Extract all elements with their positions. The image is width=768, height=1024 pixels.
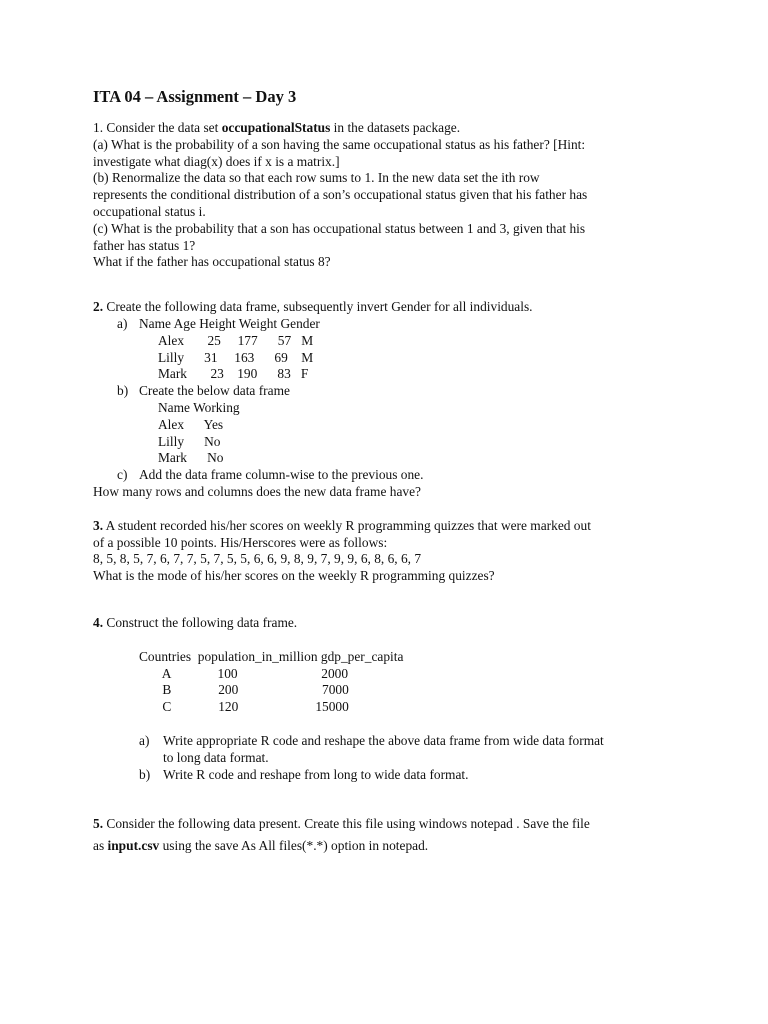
q1-intro-text-b: in the datasets package. (330, 120, 461, 135)
q2-a-header: Name Age Height Weight Gender (139, 315, 320, 331)
q1-part-b-line-1: (b) Renormalize the data so that each row sums to 1. In the new data set the ith row (93, 170, 540, 186)
q5-line-2 (93, 835, 683, 857)
q2-question: How many rows and columns does the new data frame have? (93, 483, 421, 499)
q2-a-row: Mark 23 190 83 F (158, 366, 309, 382)
q1-part-b-line-2: represents the conditional distribution of a son’s occupational status given that his father has (93, 187, 588, 203)
q4-a-marker: a) (139, 732, 150, 748)
q2-b-text: Create the below data frame (139, 383, 290, 399)
q4-intro (93, 615, 683, 632)
q1-intro-text-a: Consider the data set (106, 120, 222, 135)
q3-question: What is the mode of his/her scores on the weekly R programming quizzes? (93, 568, 495, 584)
question-3 (93, 518, 683, 585)
assignment-page (93, 86, 683, 857)
q4-a-text-1: Write appropriate R code and reshape the above data frame from wide data format (163, 732, 604, 748)
question-4 (93, 615, 683, 783)
q1-part-c-line-2: father has status 1? (93, 237, 196, 253)
question-1 (93, 120, 683, 271)
q5-number: 5. (93, 816, 104, 832)
q4-table-row: B 200 7000 (139, 682, 349, 698)
q4-number: 4. (93, 614, 104, 630)
q2-b-row: Lilly No (158, 433, 221, 449)
q2-c-marker: c) (117, 467, 128, 483)
q4-intro-text: Construct the following data frame. (103, 614, 298, 630)
q2-a-row: Alex 25 177 57 M (158, 332, 314, 348)
q2-intro-text: Create the following data frame, subsequently invert Gender for all individuals. (103, 299, 533, 315)
q1-part-b-line-3: occupational status i. (93, 203, 206, 219)
q4-part-a (93, 733, 683, 750)
question-2 (93, 299, 683, 501)
q1-dataset-name: occupationalStatus (221, 120, 331, 135)
q4-table-row: C 120 15000 (139, 699, 349, 715)
q3-line-2: of a possible 10 points. His/Herscores were as follows: (93, 534, 388, 550)
q2-c-text: Add the data frame column-wise to the previous one. (139, 467, 424, 483)
q5-filename: input.csv (107, 838, 160, 854)
q4-table-row: A 100 2000 (139, 665, 349, 681)
q5-line-1 (93, 813, 683, 835)
q5-text-2b: using the save As All files(*.*) option in notepad. (159, 838, 429, 854)
q1-intro (93, 120, 683, 137)
q3-text-1: A student recorded his/her scores on weekly R programming quizzes that were marked out (103, 517, 591, 533)
q2-intro (93, 299, 683, 316)
q1-part-a-line-2: investigate what diag(x) does if x is a matrix.] (93, 153, 340, 169)
q4-table-header: Countries population_in_million gdp_per_capita (139, 648, 404, 664)
q4-b-text: Write R code and reshape from long to wide data format. (163, 766, 469, 782)
q2-b-marker: b) (117, 383, 129, 399)
q4-part-b (93, 767, 683, 784)
q2-b-row: Alex Yes (158, 416, 224, 432)
q2-a-marker: a) (117, 315, 128, 331)
q4-b-marker: b) (139, 766, 151, 782)
q2-a-row: Lilly 31 163 69 M (158, 349, 314, 365)
q5-text-2a: as (93, 838, 108, 854)
q5-text-1: Consider the following data present. Create this file using windows notepad . Save the file (103, 816, 590, 832)
q1-part-c-line-3: What if the father has occupational status 8? (93, 254, 331, 270)
q2-part-c (93, 467, 683, 484)
q1-part-a-line-1: (a) What is the probability of a son having the same occupational status as his father? [Hint: (93, 136, 586, 152)
q3-line-1 (93, 518, 683, 535)
q4-a-text-2: to long data format. (163, 749, 269, 765)
q2-part-a (93, 316, 683, 333)
q1-part-c-line-1: (c) What is the probability that a son has occupational status between 1 and 3, given that his (93, 220, 586, 236)
q3-number: 3. (93, 517, 104, 533)
question-5 (93, 813, 683, 857)
q3-scores: 8, 5, 8, 5, 7, 6, 7, 7, 5, 7, 5, 5, 6, 6, 9, 8, 9, 7, 9, 9, 6, 8, 6, 6, 7 (93, 551, 422, 567)
q2-part-b (93, 383, 683, 400)
q2-b-header: Name Working (158, 399, 240, 415)
page-title: ITA 04 – Assignment – Day 3 (93, 87, 297, 106)
q2-b-row: Mark No (158, 450, 224, 466)
q1-number: 1. (93, 120, 104, 135)
q2-number: 2. (93, 299, 104, 315)
